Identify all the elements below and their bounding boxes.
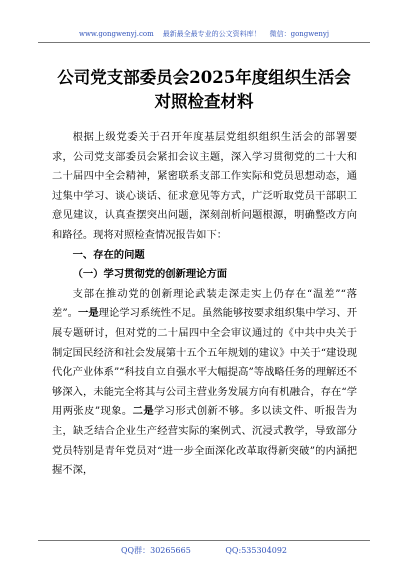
paragraph-text-d: 学习形式创新不够。多以读文件、听报告为主，缺乏结合企业生产经营实际的案例式、沉浸式教学，导致部分党员特别是青年党员对“进一步全面深化改革取得新突破”的内涵把握不深， xyxy=(52,405,358,477)
header-wechat: 微信：gongwenyj xyxy=(269,30,330,38)
title-line-2: 对照检查材料 xyxy=(154,92,254,111)
subsection-heading: （一）学习贯彻党的创新理论方面 xyxy=(72,268,228,281)
paragraph-text-a: 支部在推动党的创新理论武装走深走实上仍存在“温差”“落差”。 xyxy=(52,287,357,320)
header-website-link[interactable]: www.gongwenyj.com xyxy=(78,30,154,38)
footer-divider xyxy=(38,540,370,541)
section-heading: 一、存在的问题 xyxy=(72,248,145,261)
header-slogan: 最新最全最专业的公文资料库！ xyxy=(162,30,261,38)
page-footer xyxy=(0,545,408,556)
document-body xyxy=(52,128,357,481)
paragraph-text-c: 理论学习系统性不足。虽然能够按要求组织集中学习、开展专题研讨，但对党的二十届四中全会审议通过的《中共中央关于制定国民经济和社会发展第十五个五年规划的建议》中关于“建设现代化产业体系”“科技自立自强水平大幅提高”等战略任务的理解还不够深入，未能完全将其与公司主营业务发展方向有机融合，存在“学用两张皮”现象。 xyxy=(52,307,358,418)
document-title xyxy=(0,66,408,114)
intro-paragraph: 根据上级党委关于召开年度基层党组织组织生活会的部署要求，公司党支部委员会紧扣会议主题，深入学习贯彻党的二十大和二十届四中全会精神，紧密联系支部工作实际和党员思想动态，通过集中学习、谈心谈话、征求意见等方式，广泛听取党员干部职工意见建议，认真查摆突出问题，深刻剖析问题根源，明确整改方向和路径。现将对照检查情况报告如下： xyxy=(52,131,357,241)
header-divider xyxy=(38,42,370,43)
footer-qq-contact: QQ:535304092 xyxy=(225,546,287,555)
title-line-1: 公司党支部委员会2025年度组织生活会 xyxy=(57,68,351,87)
body-paragraph xyxy=(52,285,357,481)
footer-qq-group: QQ群：30265665 xyxy=(120,546,191,555)
point-marker-1: 一是 xyxy=(77,307,99,320)
page-header xyxy=(0,0,408,44)
point-marker-2: 二是 xyxy=(132,405,155,418)
header-line xyxy=(0,29,408,39)
